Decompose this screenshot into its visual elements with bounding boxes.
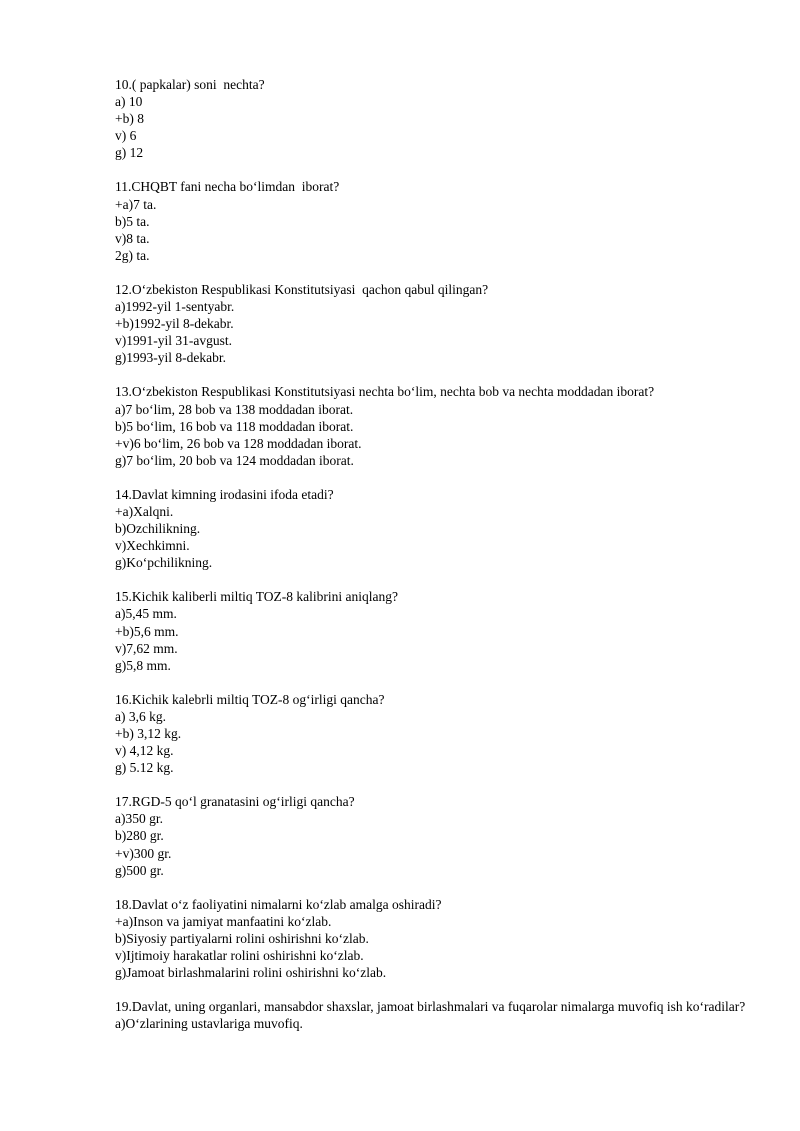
answer-option: a)350 gr.: [115, 811, 163, 827]
answer-option: g)500 gr.: [115, 862, 164, 878]
answer-option: a) 10: [115, 94, 143, 110]
answer-option: g)7 boʻlim, 20 bob va 124 moddadan iborat.: [115, 452, 354, 468]
question-block: [115, 76, 755, 161]
answer-option: b)Ozchilikning.: [115, 521, 201, 537]
answer-option: 2g) ta.: [115, 247, 150, 263]
answer-option: +v)300 gr.: [115, 845, 172, 861]
document-page: [115, 76, 755, 1049]
answer-option: v)1991-yil 31-avgust.: [115, 333, 232, 349]
answer-option: g)5,8 mm.: [115, 657, 171, 673]
answer-option: a)5,45 mm.: [115, 606, 177, 622]
question-block: [115, 998, 755, 1032]
answer-option: v)Ijtimoiy harakatlar rolini oshirishni koʻzlab.: [115, 948, 364, 964]
question-text: 11.CHQBT fani necha boʻlimdan iborat?: [115, 179, 340, 195]
answer-option: a)7 boʻlim, 28 bob va 138 moddadan iborat.: [115, 401, 354, 417]
answer-option: +a)7 ta.: [115, 196, 157, 212]
answer-option: +a)Xalqni.: [115, 503, 174, 519]
question-block: [115, 691, 755, 776]
question-text: 10.( papkalar) soni nechta?: [115, 77, 265, 92]
question-text: 18.Davlat oʻz faoliyatini nimalarni koʻzlab amalga oshiradi?: [115, 896, 442, 912]
question-block: [115, 896, 755, 981]
answer-option: a)1992-yil 1-sentyabr.: [115, 299, 235, 315]
answer-option: g) 12: [115, 145, 144, 161]
answer-option: v)8 ta.: [115, 230, 150, 246]
question-text: 19.Davlat, uning organlari, mansabdor shaxslar, jamoat birlashmalari va fuqarolar nimalarga muvofiq ish koʻradilar?: [115, 999, 746, 1015]
answer-option: +b) 8: [115, 111, 144, 127]
answer-option: +b)5,6 mm.: [115, 623, 179, 639]
answer-option: b)5 boʻlim, 16 bob va 118 moddadan iborat.: [115, 418, 354, 434]
answer-option: +b) 3,12 kg.: [115, 726, 182, 741]
answer-option: v) 6: [115, 128, 137, 144]
answer-option: a)Oʻzlarining ustavlariga muvofiq.: [115, 1016, 303, 1032]
answer-option: +b)1992-yil 8-dekabr.: [115, 316, 234, 332]
question-text: 15.Kichik kaliberli miltiq TOZ-8 kalibrini aniqlang?: [115, 589, 398, 605]
answer-option: g)Koʻpchilikning.: [115, 555, 213, 571]
answer-option: a) 3,6 kg.: [115, 708, 166, 724]
answer-option: +a)Inson va jamiyat manfaatini koʻzlab.: [115, 913, 332, 929]
answer-option: v) 4,12 kg.: [115, 743, 174, 759]
question-block: [115, 178, 755, 263]
question-text: 13.Oʻzbekiston Respublikasi Konstitutsiyasi nechta boʻlim, nechta bob va nechta moddadan iborat?: [115, 384, 655, 400]
question-block: [115, 793, 755, 878]
question-text: 16.Kichik kalebrli miltiq TOZ-8 ogʻirligi qancha?: [115, 691, 385, 707]
answer-option: +v)6 boʻlim, 26 bob va 128 moddadan iborat.: [115, 435, 362, 451]
question-block: [115, 486, 755, 571]
question-block: [115, 383, 755, 468]
answer-option: g)1993-yil 8-dekabr.: [115, 350, 226, 366]
answer-option: v)7,62 mm.: [115, 640, 178, 656]
answer-option: b)5 ta.: [115, 213, 150, 229]
answer-option: g)Jamoat birlashmalarini rolini oshirishni koʻzlab.: [115, 965, 387, 981]
question-text: 12.Oʻzbekiston Respublikasi Konstitutsiyasi qachon qabul qilingan?: [115, 281, 489, 297]
question-block: [115, 281, 755, 366]
question-block: [115, 588, 755, 673]
answer-option: v)Xechkimni.: [115, 538, 190, 554]
answer-option: b)Siyosiy partiyalarni rolini oshirishni koʻzlab.: [115, 930, 369, 946]
question-text: 17.RGD-5 qoʻl granatasini ogʻirligi qancha?: [115, 794, 355, 810]
answer-option: b)280 gr.: [115, 828, 164, 844]
question-text: 14.Davlat kimning irodasini ifoda etadi?: [115, 486, 334, 502]
answer-option: g) 5.12 kg.: [115, 760, 174, 776]
